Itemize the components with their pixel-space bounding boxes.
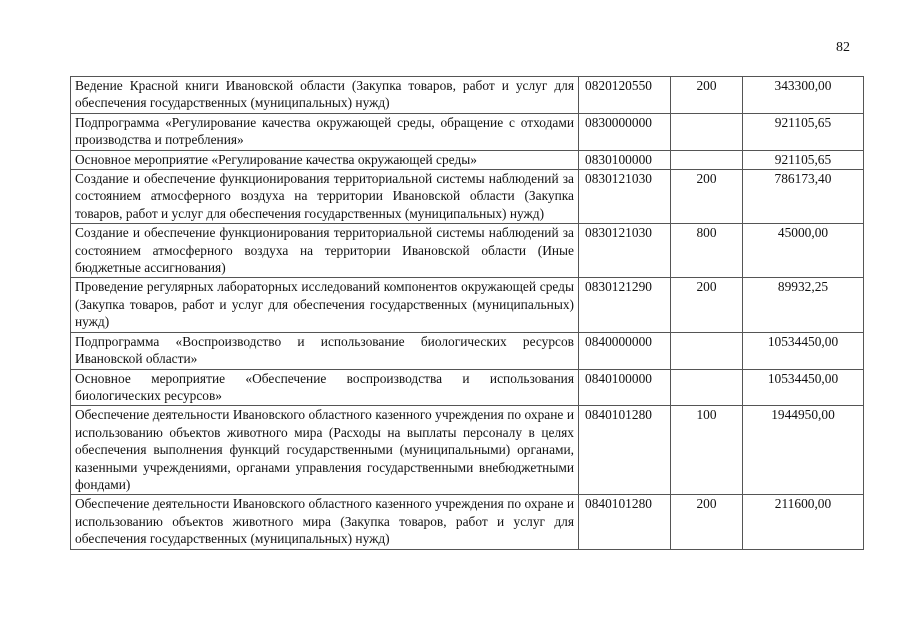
table-row [71,113,864,150]
row-amount: 921105,65 [743,113,864,150]
budget-table [70,76,864,550]
row-expense-type: 200 [671,77,743,114]
row-expense-type [671,113,743,150]
row-code: 0840100000 [579,369,671,406]
row-description: Основное мероприятие «Обеспечение воспроизводства и использования биологических ресурсов» [71,369,579,406]
page-number: 82 [836,40,850,55]
row-amount: 89932,25 [743,278,864,332]
row-description: Ведение Красной книги Ивановской области (Закупка товаров, работ и услуг для обеспечения государственных (муниципальных) нужд) [71,77,579,114]
row-expense-type [671,369,743,406]
row-expense-type: 200 [671,495,743,549]
table-row [71,495,864,549]
row-code: 0830121030 [579,224,671,278]
table-row [71,77,864,114]
row-expense-type [671,150,743,169]
row-description: Основное мероприятие «Регулирование качества окружающей среды» [71,150,579,169]
row-code: 0820120550 [579,77,671,114]
row-description: Создание и обеспечение функционирования территориальной системы наблюдений за состоянием атмосферного воздуха на территории Ивановской области (Иные бюджетные ассигнования) [71,224,579,278]
table-row [71,406,864,495]
row-amount: 921105,65 [743,150,864,169]
row-amount: 211600,00 [743,495,864,549]
row-description: Подпрограмма «Регулирование качества окружающей среды, обращение с отходами производства и потребления» [71,113,579,150]
row-code: 0830121030 [579,170,671,224]
row-description: Обеспечение деятельности Ивановского областного казенного учреждения по охране и использованию объектов животного мира (Закупка товаров, работ и услуг для обеспечения государственных (муниципальных) нужд) [71,495,579,549]
row-amount: 343300,00 [743,77,864,114]
row-code: 0830100000 [579,150,671,169]
table-row [71,278,864,332]
row-amount: 786173,40 [743,170,864,224]
row-expense-type: 200 [671,278,743,332]
row-code: 0840101280 [579,495,671,549]
table-row [71,224,864,278]
row-code: 0840101280 [579,406,671,495]
row-code: 0840000000 [579,332,671,369]
row-description: Подпрограмма «Воспроизводство и использование биологических ресурсов Ивановской области» [71,332,579,369]
row-description: Создание и обеспечение функционирования территориальной системы наблюдений за состоянием атмосферного воздуха на территории Ивановской области (Закупка товаров, работ и услуг для обеспечения государственных (муниципальных) нужд) [71,170,579,224]
row-expense-type: 200 [671,170,743,224]
row-description: Проведение регулярных лабораторных исследований компонентов окружающей среды (Закупка товаров, работ и услуг для обеспечения государственных (муниципальных) нужд) [71,278,579,332]
row-code: 0830000000 [579,113,671,150]
row-amount: 45000,00 [743,224,864,278]
row-amount: 10534450,00 [743,369,864,406]
row-code: 0830121290 [579,278,671,332]
table-row [71,150,864,169]
table-row [71,170,864,224]
row-amount: 10534450,00 [743,332,864,369]
row-amount: 1944950,00 [743,406,864,495]
table-row [71,369,864,406]
row-expense-type: 800 [671,224,743,278]
row-expense-type [671,332,743,369]
table-row [71,332,864,369]
row-expense-type: 100 [671,406,743,495]
row-description: Обеспечение деятельности Ивановского областного казенного учреждения по охране и использованию объектов животного мира (Расходы на выплаты персоналу в целях обеспечения выполнения функций государственными (муниципальными) органами, казенными учреждениями, органами управления государственными внебюджетными фондами) [71,406,579,495]
